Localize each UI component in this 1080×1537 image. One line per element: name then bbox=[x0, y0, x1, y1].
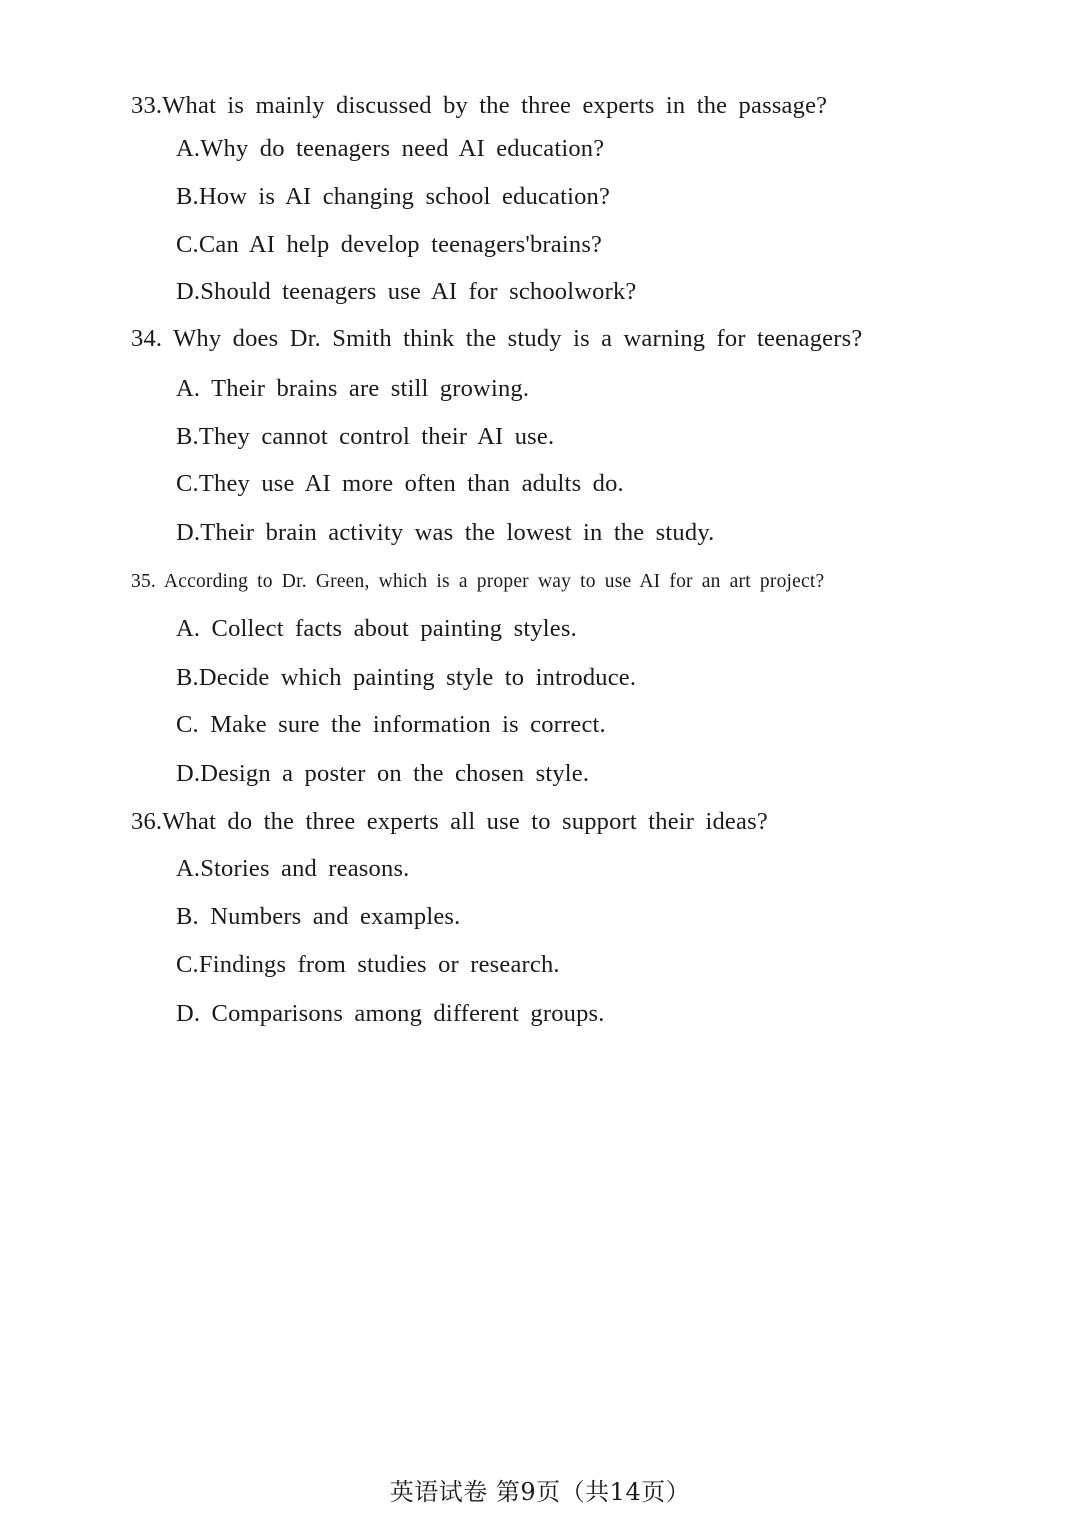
question-34-option-b: B.They cannot control their AI use. bbox=[176, 423, 555, 450]
question-34-option-c: C.They use AI more often than adults do. bbox=[176, 470, 624, 497]
question-36-stem: 36.What do the three experts all use to support their ideas? bbox=[131, 808, 768, 835]
question-36-option-b: B. Numbers and examples. bbox=[176, 903, 461, 930]
question-33-option-c: C.Can AI help develop teenagers'brains? bbox=[176, 231, 603, 258]
question-36-option-d: D. Comparisons among different groups. bbox=[176, 1000, 605, 1027]
question-34-option-d: D.Their brain activity was the lowest in the study. bbox=[176, 519, 715, 546]
question-34-stem: 34. Why does Dr. Smith think the study is a warning for teenagers? bbox=[131, 325, 863, 352]
question-33-option-a: A.Why do teenagers need AI education? bbox=[176, 135, 605, 162]
question-35-option-d: D.Design a poster on the chosen style. bbox=[176, 760, 590, 787]
question-35-option-c: C. Make sure the information is correct. bbox=[176, 711, 606, 738]
page-footer: 英语试卷 第9页（共14页） bbox=[389, 1478, 691, 1506]
question-36-option-a: A.Stories and reasons. bbox=[176, 855, 410, 882]
question-34-option-a: A. Their brains are still growing. bbox=[176, 375, 530, 402]
question-33-stem: 33.What is mainly discussed by the three experts in the passage? bbox=[131, 92, 828, 119]
question-33-option-d: D.Should teenagers use AI for schoolwork? bbox=[176, 278, 637, 305]
question-36-option-c: C.Findings from studies or research. bbox=[176, 951, 560, 978]
question-33-option-b: B.How is AI changing school education? bbox=[176, 183, 611, 210]
question-35-option-b: B.Decide which painting style to introduce. bbox=[176, 664, 637, 691]
question-35-stem: 35. According to Dr. Green, which is a proper way to use AI for an art project? bbox=[131, 571, 825, 592]
question-35-option-a: A. Collect facts about painting styles. bbox=[176, 615, 577, 642]
